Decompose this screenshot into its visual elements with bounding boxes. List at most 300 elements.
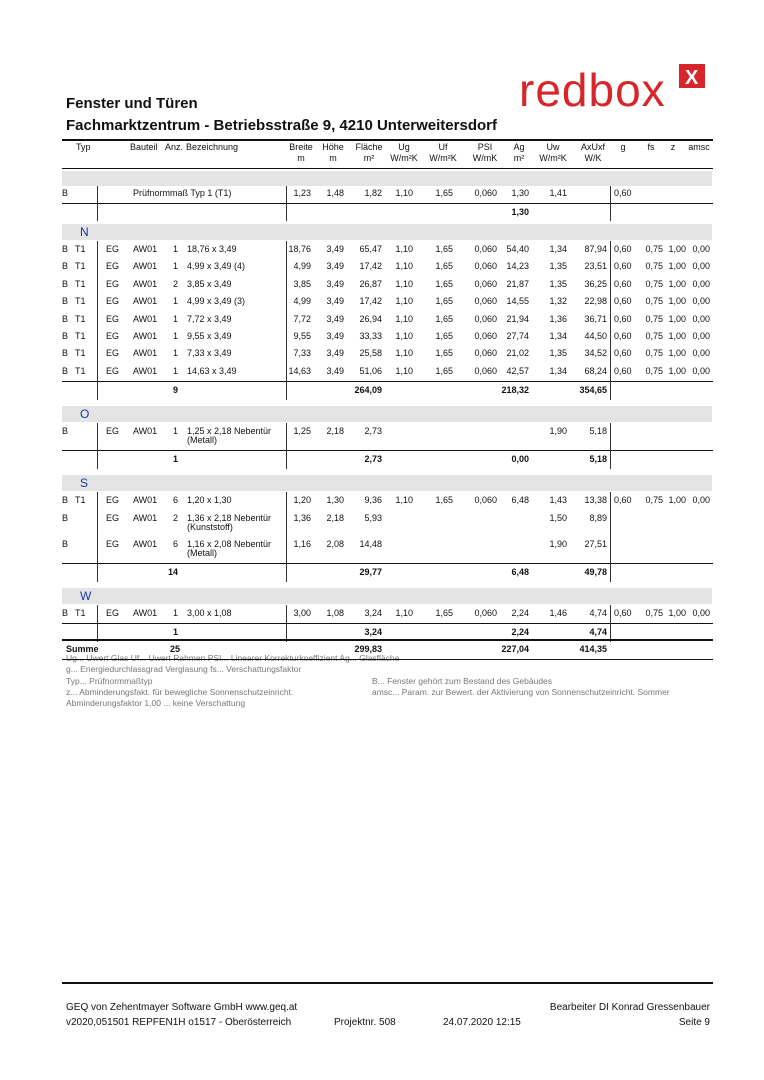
section-band: [62, 224, 712, 240]
cell-ax: 23,51: [584, 261, 607, 272]
cell-uw: 1,50: [549, 512, 567, 523]
cell-fs: 0,75: [645, 244, 663, 254]
cell-uw: 1,35: [549, 348, 567, 359]
cell-eg: EG: [106, 331, 120, 341]
cell-psi: 0,060: [474, 495, 497, 506]
cell-eg: EG: [106, 313, 120, 324]
cell-fl: 5,93: [364, 512, 382, 523]
cell-eg: EG: [106, 278, 120, 289]
header-bez: Bezeichnung: [186, 142, 239, 152]
cell-b: B: [62, 331, 69, 341]
section-sum-ag: 6,48: [511, 566, 529, 577]
header-ug-unit: W/m²K: [390, 153, 418, 163]
cell-t: T1: [75, 365, 86, 376]
header-breite: Breite: [289, 142, 313, 152]
cell-br: 1,36: [293, 512, 311, 523]
footer-projekt: Projektnr. 508: [334, 1017, 396, 1028]
cell-b: B: [62, 348, 69, 359]
cell-aw: AW01: [133, 244, 158, 254]
cell-z: 1,00: [668, 331, 686, 341]
column-divider: [97, 605, 98, 642]
redbox-logo: [519, 62, 705, 112]
cell-br: 18,76: [288, 244, 311, 254]
cell-eg: EG: [106, 365, 120, 376]
cell-psi: 0,060: [474, 313, 497, 324]
column-divider: [610, 241, 611, 400]
footer-bearbeiter: Bearbeiter DI Konrad Gressenbauer: [549, 1002, 710, 1013]
section-sum-count: 1: [172, 454, 178, 465]
cell-aw: AW01: [133, 495, 158, 506]
header-flaeche: Fläche: [355, 142, 383, 152]
cell-z: 1,00: [668, 261, 686, 272]
orientation-n: N: [80, 225, 89, 239]
legend-line-3b: B... Fenster gehört zum Bestand des Gebäudes: [372, 676, 553, 686]
cell-aw: AW01: [133, 313, 158, 324]
footer-datum: 24.07.2020 12:15: [443, 1017, 521, 1028]
cell-uf: 1,65: [435, 348, 453, 359]
cell-aw: AW01: [133, 348, 158, 359]
cell-t: T1: [75, 244, 86, 254]
legend-line-4b: amsc... Param. zur Bewert. der Aktivierung von Sonnenschutzeinricht. Sommer: [372, 687, 670, 697]
table-rule: [62, 659, 713, 660]
cell-psi: 0,060: [474, 261, 497, 272]
section-band: [62, 406, 712, 422]
cell-uw: 1,90: [549, 538, 567, 549]
cell-ax: 8,89: [589, 512, 607, 523]
cell-am: 0,00: [692, 261, 710, 272]
cell-n: 1: [172, 426, 178, 437]
cell-b: B: [62, 538, 69, 549]
cell-ug: 1,10: [395, 607, 413, 618]
cell-b: B: [62, 495, 69, 506]
cell-n: 2: [172, 278, 178, 289]
cell-aw: AW01: [133, 331, 158, 341]
cell-bez2: (Metall): [187, 435, 218, 446]
cell-ho: 3,49: [326, 313, 344, 324]
table-rule: [62, 168, 713, 169]
cell-ho: 3,49: [326, 365, 344, 376]
cell-aw: AW01: [133, 426, 158, 437]
cell-br: 3,85: [293, 278, 311, 289]
cell-b: B: [62, 244, 69, 254]
cell-fl: 65,47: [359, 244, 382, 254]
table-rule: [62, 623, 713, 624]
pruef-ug: 1,10: [395, 188, 413, 198]
cell-ho: 3,49: [326, 348, 344, 359]
header-uw-unit: W/m²K: [539, 153, 567, 163]
cell-eg: EG: [106, 348, 120, 359]
cell-t: T1: [75, 296, 86, 307]
section-sum-axuxf: 354,65: [579, 385, 607, 396]
cell-br: 14,63: [288, 365, 311, 376]
cell-bez: 1,25 x 2,18 Nebentür: [187, 426, 272, 437]
cell-eg: EG: [106, 512, 120, 523]
cell-eg: EG: [106, 244, 120, 254]
cell-g: 0,60: [614, 607, 632, 618]
cell-bez: 1,16 x 2,08 Nebentür: [187, 538, 272, 549]
column-divider: [97, 423, 98, 469]
page-title: Fenster und Türen: [66, 95, 198, 112]
cell-ag: 14,55: [506, 296, 529, 307]
header-amsc: amsc: [688, 142, 710, 152]
cell-bez: 9,55 x 3,49: [187, 331, 232, 341]
cell-fl: 33,33: [359, 331, 382, 341]
cell-ag: 42,57: [506, 365, 529, 376]
cell-bez: 3,00 x 1,08: [187, 607, 232, 618]
cell-ug: 1,10: [395, 331, 413, 341]
cell-am: 0,00: [692, 313, 710, 324]
cell-b: B: [62, 607, 69, 618]
cell-ho: 3,49: [326, 261, 344, 272]
total-count: 25: [169, 644, 180, 654]
cell-ag: 21,02: [506, 348, 529, 359]
section-sum-ag: 218,32: [501, 385, 529, 396]
cell-ag: 54,40: [506, 244, 529, 254]
logo-wordmark: redbox: [519, 64, 666, 112]
cell-n: 1: [172, 365, 178, 376]
cell-bez: 7,72 x 3,49: [187, 313, 232, 324]
section-sum-flaeche: 29,77: [359, 566, 382, 577]
cell-fs: 0,75: [645, 331, 663, 341]
cell-z: 1,00: [668, 348, 686, 359]
cell-fs: 0,75: [645, 495, 663, 506]
cell-fs: 0,75: [645, 313, 663, 324]
column-divider: [286, 241, 287, 400]
table-rule: [62, 203, 713, 204]
cell-uw: 1,32: [549, 296, 567, 307]
header-ag: Ag: [513, 142, 525, 152]
cell-ho: 1,08: [326, 607, 344, 618]
cell-fl: 26,87: [359, 278, 382, 289]
cell-ho: 3,49: [326, 244, 344, 254]
cell-uf: 1,65: [435, 278, 453, 289]
cell-am: 0,00: [692, 365, 710, 376]
table-rule: [62, 381, 713, 382]
cell-b: B: [62, 296, 69, 307]
column-divider: [610, 423, 611, 469]
cell-fl: 3,24: [364, 607, 382, 618]
cell-br: 7,33: [293, 348, 311, 359]
cell-am: 0,00: [692, 278, 710, 289]
cell-ag: 21,94: [506, 313, 529, 324]
cell-ho: 3,49: [326, 278, 344, 289]
header-hoehe-unit: m: [329, 153, 337, 163]
cell-eg: EG: [106, 538, 120, 549]
cell-aw: AW01: [133, 538, 158, 549]
cell-fs: 0,75: [645, 348, 663, 359]
header-anz: Anz.: [165, 142, 184, 152]
cell-aw: AW01: [133, 296, 158, 307]
cell-bez: 1,36 x 2,18 Nebentür: [187, 512, 272, 523]
cell-br: 9,55: [293, 331, 311, 341]
header-uf-unit: W/m²K: [429, 153, 457, 163]
cell-z: 1,00: [668, 296, 686, 307]
cell-bez: 4,99 x 3,49 (4): [187, 261, 246, 272]
cell-g: 0,60: [614, 348, 632, 359]
table-rule: [62, 563, 713, 564]
cell-ag: 21,87: [506, 278, 529, 289]
cell-g: 0,60: [614, 365, 632, 376]
cell-g: 0,60: [614, 331, 632, 341]
pruef-uf: 1,65: [435, 188, 453, 198]
column-divider: [610, 492, 611, 581]
cell-bez2: (Kunststoff): [187, 521, 233, 532]
cell-am: 0,00: [692, 331, 710, 341]
cell-g: 0,60: [614, 313, 632, 324]
cell-t: T1: [75, 313, 86, 324]
total-axuxf: 414,35: [579, 644, 607, 654]
cell-fl: 51,06: [359, 365, 382, 376]
column-divider: [286, 186, 287, 221]
cell-b: B: [62, 512, 69, 523]
cell-fl: 26,94: [359, 313, 382, 324]
section-sum-flaeche: 3,24: [364, 627, 382, 637]
cell-g: 0,60: [614, 296, 632, 307]
cell-t: T1: [75, 348, 86, 359]
header-hoehe: Höhe: [322, 142, 344, 152]
cell-ax: 87,94: [584, 244, 607, 254]
total-ag: 227,04: [501, 644, 529, 654]
cell-n: 1: [172, 331, 178, 341]
cell-b: B: [62, 365, 69, 376]
cell-br: 1,25: [293, 426, 311, 437]
pruef-ag: 1,30: [511, 188, 529, 198]
cell-t: T1: [75, 261, 86, 272]
pruef-bezeichnung: Prüfnormmaß Typ 1 (T1): [133, 188, 232, 198]
section-sum-ag: 2,24: [511, 627, 529, 637]
section-band: [62, 171, 712, 186]
column-divider: [286, 423, 287, 469]
cell-n: 2: [172, 512, 178, 523]
cell-ax: 22,98: [584, 296, 607, 307]
cell-b: B: [62, 426, 69, 437]
cell-ho: 1,30: [326, 495, 344, 506]
cell-psi: 0,060: [474, 244, 497, 254]
header-uf: Uf: [438, 142, 448, 152]
section-sum-axuxf: 4,74: [589, 627, 607, 637]
cell-am: 0,00: [692, 244, 710, 254]
cell-br: 4,99: [293, 296, 311, 307]
cell-t: T1: [75, 495, 86, 506]
cell-bez: 14,63 x 3,49: [187, 365, 237, 376]
cell-ax: 4,74: [589, 607, 607, 618]
cell-t: T1: [75, 278, 86, 289]
section-sum-ag: 0,00: [511, 454, 529, 465]
total-flaeche: 299,83: [354, 644, 382, 654]
header-fs: fs: [647, 142, 655, 152]
cell-bez: 7,33 x 3,49: [187, 348, 232, 359]
legend-line-4a: z... Abminderungsfakt. für bewegliche Sonnenschutzeinricht.: [66, 687, 294, 697]
cell-eg: EG: [106, 607, 120, 618]
footer-seite: Seite 9: [678, 1017, 710, 1028]
cell-am: 0,00: [692, 296, 710, 307]
cell-aw: AW01: [133, 607, 158, 618]
cell-br: 1,20: [293, 495, 311, 506]
column-divider: [97, 492, 98, 581]
cell-eg: EG: [106, 296, 120, 307]
pruef-uw: 1,41: [549, 188, 567, 198]
cell-fs: 0,75: [645, 261, 663, 272]
cell-uw: 1,43: [549, 495, 567, 506]
header-axuxf-unit: W/K: [584, 153, 602, 163]
cell-am: 0,00: [692, 348, 710, 359]
section-sum-axuxf: 5,18: [589, 454, 607, 465]
cell-fs: 0,75: [645, 296, 663, 307]
cell-eg: EG: [106, 261, 120, 272]
cell-ug: 1,10: [395, 261, 413, 272]
section-band: [62, 475, 712, 491]
page-subtitle: Fachmarktzentrum - Betriebsstraße 9, 4210 Unterweitersdorf: [66, 117, 497, 134]
section-sum-count: 14: [167, 566, 178, 577]
section-sum-flaeche: 2,73: [364, 454, 382, 465]
cell-n: 6: [172, 495, 178, 506]
legend-line-1: Ug... Uwert Glas Uf... Uwert Rahmen PSI... Linearer Korrekturkoeffizient Ag... Glasfläche: [66, 653, 400, 663]
cell-fl: 2,73: [364, 426, 382, 437]
cell-ho: 3,49: [326, 331, 344, 341]
cell-bez: 18,76 x 3,49: [187, 244, 237, 254]
header-psi-unit: W/mK: [472, 153, 498, 163]
pruef-flaeche: 1,82: [364, 188, 382, 198]
legend-line-3a: Typ... Prüfnormmaßtyp: [66, 676, 153, 686]
cell-n: 1: [172, 244, 178, 254]
cell-z: 1,00: [668, 495, 686, 506]
cell-ho: 2,18: [326, 426, 344, 437]
pruef-g: 0,60: [614, 188, 632, 198]
orientation-o: O: [80, 407, 90, 422]
cell-psi: 0,060: [474, 607, 497, 618]
cell-b: B: [62, 313, 69, 324]
cell-aw: AW01: [133, 365, 158, 376]
cell-ho: 3,49: [326, 296, 344, 307]
section-sum-flaeche: 264,09: [354, 385, 382, 396]
cell-uf: 1,65: [435, 331, 453, 341]
cell-uw: 1,35: [549, 261, 567, 272]
cell-ho: 2,18: [326, 512, 344, 523]
cell-uw: 1,90: [549, 426, 567, 437]
cell-ug: 1,10: [395, 296, 413, 307]
cell-ax: 44,50: [584, 331, 607, 341]
cell-psi: 0,060: [474, 278, 497, 289]
cell-z: 1,00: [668, 278, 686, 289]
header-ug: Ug: [398, 142, 410, 152]
cell-am: 0,00: [692, 607, 710, 618]
cell-uf: 1,65: [435, 244, 453, 254]
cell-ax: 27,51: [584, 538, 607, 549]
column-divider: [286, 605, 287, 642]
legend-line-2: g... Energiedurchlassgrad Verglasung fs... Verschattungsfaktor: [66, 664, 302, 674]
pruef-psi: 0,060: [474, 188, 497, 198]
cell-b: B: [62, 261, 69, 272]
cell-ag: 6,48: [511, 495, 529, 506]
cell-z: 1,00: [668, 607, 686, 618]
cell-uw: 1,35: [549, 278, 567, 289]
cell-ho: 2,08: [326, 538, 344, 549]
logo-mark: X: [685, 67, 699, 89]
cell-am: 0,00: [692, 495, 710, 506]
cell-ug: 1,10: [395, 313, 413, 324]
column-divider: [610, 186, 611, 221]
cell-uf: 1,65: [435, 607, 453, 618]
cell-uw: 1,34: [549, 365, 567, 376]
cell-t: T1: [75, 607, 86, 618]
cell-n: 1: [172, 607, 178, 618]
header-typ: Typ: [76, 142, 91, 152]
total-label: Summe: [66, 644, 99, 654]
column-divider: [610, 605, 611, 642]
cell-ax: 5,18: [589, 426, 607, 437]
cell-z: 1,00: [668, 244, 686, 254]
section-band: [62, 588, 712, 604]
cell-uw: 1,34: [549, 244, 567, 254]
cell-eg: EG: [106, 495, 120, 506]
cell-psi: 0,060: [474, 296, 497, 307]
cell-ag: 27,74: [506, 331, 529, 341]
cell-n: 1: [172, 261, 178, 272]
column-divider: [286, 492, 287, 581]
cell-uw: 1,34: [549, 331, 567, 341]
section-sum-count: 1: [172, 627, 178, 637]
section-sum-count: 9: [172, 385, 178, 396]
cell-n: 1: [172, 296, 178, 307]
cell-aw: AW01: [133, 512, 158, 523]
cell-uw: 1,46: [549, 607, 567, 618]
pruef-sum-ag: 1,30: [511, 207, 529, 217]
cell-ug: 1,10: [395, 348, 413, 359]
cell-fs: 0,75: [645, 278, 663, 289]
cell-uf: 1,65: [435, 261, 453, 272]
header-psi: PSI: [477, 142, 493, 152]
cell-z: 1,00: [668, 313, 686, 324]
pruef-b: B: [62, 188, 69, 198]
cell-n: 6: [172, 538, 178, 549]
cell-psi: 0,060: [474, 331, 497, 341]
header-ag-unit: m²: [513, 153, 525, 163]
cell-ag: 14,23: [506, 261, 529, 272]
cell-ax: 68,24: [584, 365, 607, 376]
cell-br: 1,16: [293, 538, 311, 549]
orientation-s: S: [80, 476, 89, 491]
cell-br: 3,00: [293, 607, 311, 618]
cell-b: B: [62, 278, 69, 289]
section-sum-axuxf: 49,78: [584, 566, 607, 577]
cell-fl: 14,48: [359, 538, 382, 549]
cell-uf: 1,65: [435, 495, 453, 506]
table-rule: [62, 450, 713, 451]
cell-fs: 0,75: [645, 607, 663, 618]
cell-ax: 13,38: [584, 495, 607, 506]
footer-company: GEQ von Zehentmayer Software GmbH www.geq.at: [66, 1002, 298, 1013]
header-axuxf: AxUxf: [580, 142, 605, 152]
cell-uf: 1,65: [435, 296, 453, 307]
header-bauteil: Bauteil: [130, 142, 158, 152]
cell-ag: 2,24: [511, 607, 529, 618]
cell-g: 0,60: [614, 495, 632, 506]
footer-version: v2020,051501 REPFEN1H o1517 - Oberösterreich: [66, 1017, 292, 1028]
header-uw: Uw: [546, 142, 560, 152]
column-divider: [97, 186, 98, 221]
cell-t: T1: [75, 331, 86, 341]
table-rule: [62, 639, 713, 641]
cell-eg: EG: [106, 426, 120, 437]
cell-bez: 3,85 x 3,49: [187, 278, 232, 289]
cell-bez: 4,99 x 3,49 (3): [187, 296, 246, 307]
cell-ug: 1,10: [395, 278, 413, 289]
header-breite-unit: m: [297, 153, 305, 163]
cell-ug: 1,10: [395, 495, 413, 506]
cell-n: 1: [172, 348, 178, 359]
cell-n: 1: [172, 313, 178, 324]
column-divider: [97, 241, 98, 400]
